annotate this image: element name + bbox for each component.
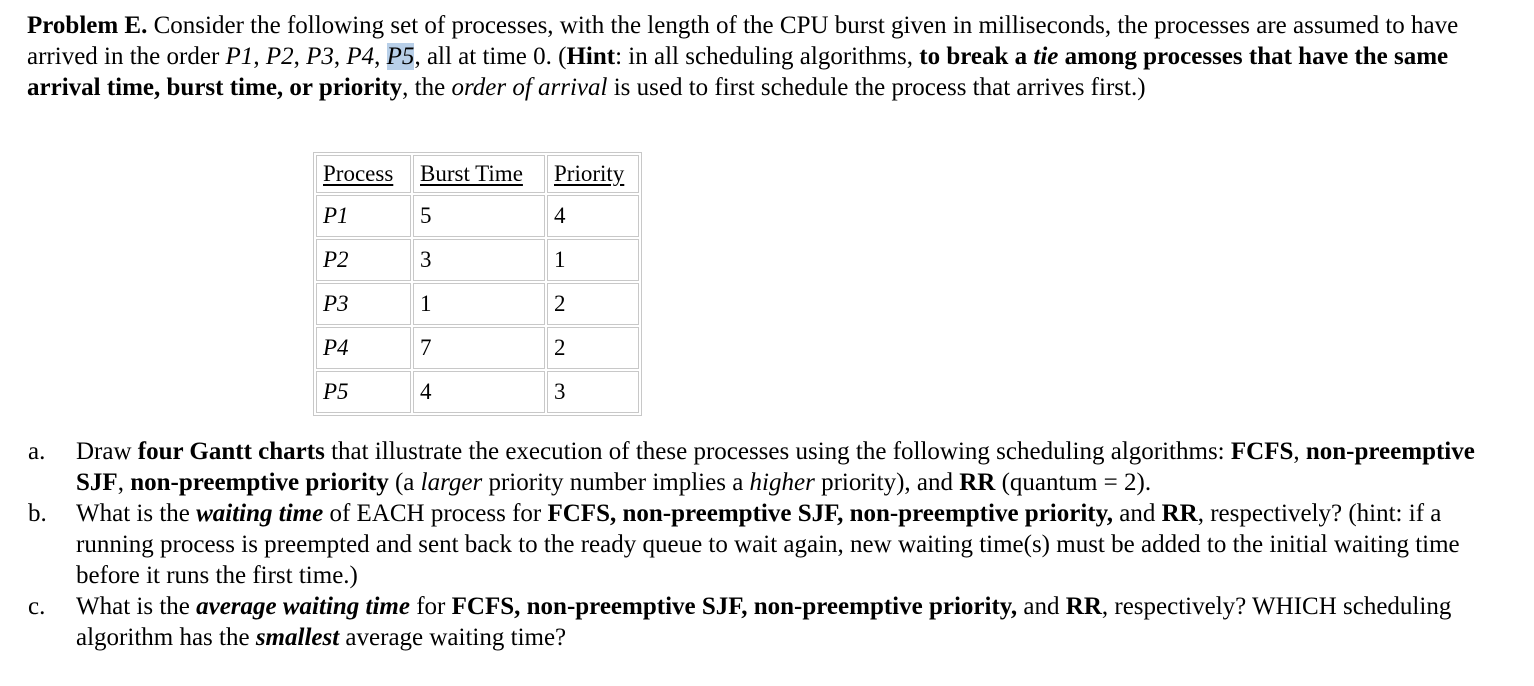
cell-priority: 2 bbox=[547, 327, 639, 369]
cell-priority: 3 bbox=[547, 371, 639, 413]
cell-burst-time: 4 bbox=[413, 371, 545, 413]
question-text: Draw bbox=[76, 438, 138, 465]
table-row bbox=[316, 239, 639, 281]
problem-heading: Problem E. bbox=[27, 12, 148, 39]
hint-text: : in all scheduling algorithms, bbox=[615, 43, 920, 70]
question-text: that illustrate the execution of these processes using the following scheduling algorithms: bbox=[324, 438, 1231, 465]
question-text: priority), and bbox=[814, 469, 960, 496]
question-bold: FCFS bbox=[1230, 438, 1294, 465]
question-text: average waiting time? bbox=[339, 624, 567, 651]
question-text: What is the bbox=[76, 593, 197, 620]
question-text: , respectively? (hint: if a running process is preempted and sent back to the ready queue to wait again, new waiting time(s) must be added to the initial waiting time before it runs the first time.) bbox=[76, 500, 1460, 589]
intro-text: Consider the following set of processes, with the length of the CPU burst given in milliseconds, the processes are assumed to have arrived in the order bbox=[27, 12, 1459, 70]
question-text: of EACH process for bbox=[323, 500, 548, 527]
header-priority: Priority bbox=[547, 155, 639, 193]
cell-process: P4 bbox=[316, 327, 411, 369]
hint-order-of-arrival: order of arrival bbox=[451, 74, 608, 101]
table-header-row bbox=[316, 155, 639, 193]
question-b bbox=[28, 498, 1518, 591]
cell-burst-time: 7 bbox=[413, 327, 545, 369]
separator: , bbox=[293, 43, 307, 70]
question-text: (a bbox=[388, 469, 421, 496]
hint-bold-part: among processes that have the same arrival time, burst time, or priority bbox=[27, 43, 1449, 101]
question-text: What is the bbox=[76, 500, 197, 527]
process-p2: P2 bbox=[265, 43, 294, 70]
process-p1: P1 bbox=[225, 43, 254, 70]
hint-label: Hint bbox=[566, 43, 616, 70]
intro-text: , all at time 0. ( bbox=[414, 43, 567, 70]
question-c bbox=[28, 591, 1518, 653]
separator: , bbox=[253, 43, 266, 70]
separator: , bbox=[333, 43, 347, 70]
question-italic: larger bbox=[420, 469, 483, 496]
question-bold-italic: waiting time bbox=[196, 500, 324, 527]
problem-statement bbox=[27, 10, 1517, 103]
question-text: and bbox=[1113, 500, 1162, 527]
hint-tie-word: tie bbox=[1033, 43, 1059, 70]
question-text: , bbox=[117, 469, 131, 496]
question-bold: RR bbox=[959, 469, 996, 496]
question-a bbox=[28, 436, 1518, 498]
table-row bbox=[316, 371, 639, 413]
process-table bbox=[313, 152, 642, 416]
header-burst-time: Burst Time bbox=[413, 155, 545, 193]
list-marker: c. bbox=[28, 593, 46, 620]
separator: , bbox=[374, 43, 387, 70]
cell-process: P1 bbox=[316, 195, 411, 237]
question-text: for bbox=[409, 593, 452, 620]
question-bold: FCFS, non-preemptive SJF, non-preemptive priority, bbox=[547, 500, 1113, 527]
hint-bold-part: to break a bbox=[919, 43, 1034, 70]
table-row bbox=[316, 327, 639, 369]
question-bold: RR bbox=[1065, 593, 1102, 620]
question-italic: higher bbox=[749, 469, 815, 496]
cell-burst-time: 3 bbox=[413, 239, 545, 281]
header-process: Process bbox=[316, 155, 411, 193]
cell-process: P3 bbox=[316, 283, 411, 325]
cell-priority: 4 bbox=[547, 195, 639, 237]
question-bold: RR bbox=[1161, 500, 1198, 527]
cell-burst-time: 1 bbox=[413, 283, 545, 325]
table-row bbox=[316, 283, 639, 325]
cell-process: P2 bbox=[316, 239, 411, 281]
list-marker: b. bbox=[28, 500, 47, 527]
question-bold: four Gantt charts bbox=[137, 438, 325, 465]
question-list bbox=[28, 436, 1518, 653]
hint-text: is used to first schedule the process that arrives first.) bbox=[607, 74, 1146, 101]
question-bold-italic: smallest bbox=[255, 624, 340, 651]
cell-burst-time: 5 bbox=[413, 195, 545, 237]
cell-priority: 1 bbox=[547, 239, 639, 281]
question-text: and bbox=[1017, 593, 1066, 620]
question-bold: FCFS, non-preemptive SJF, non-preemptive priority, bbox=[451, 593, 1018, 620]
process-p4: P4 bbox=[346, 43, 375, 70]
process-p3: P3 bbox=[306, 43, 334, 70]
list-marker: a. bbox=[28, 438, 46, 465]
process-p5-selected[interactable]: P5 bbox=[386, 43, 415, 70]
question-bold-italic: average waiting time bbox=[196, 593, 410, 620]
question-text: , respectively? WHICH scheduling algorithm has the bbox=[76, 593, 1452, 651]
table-row bbox=[316, 195, 639, 237]
hint-text: , the bbox=[402, 74, 452, 101]
problem-intro bbox=[27, 10, 1517, 103]
question-text: (quantum = 2). bbox=[995, 469, 1152, 496]
cell-priority: 2 bbox=[547, 283, 639, 325]
question-bold: non-preemptive priority bbox=[130, 469, 389, 496]
question-text: , bbox=[1293, 438, 1306, 465]
cell-process: P5 bbox=[316, 371, 411, 413]
question-bold: non-preemptive SJF bbox=[76, 438, 1475, 496]
question-text: priority number implies a bbox=[482, 469, 750, 496]
